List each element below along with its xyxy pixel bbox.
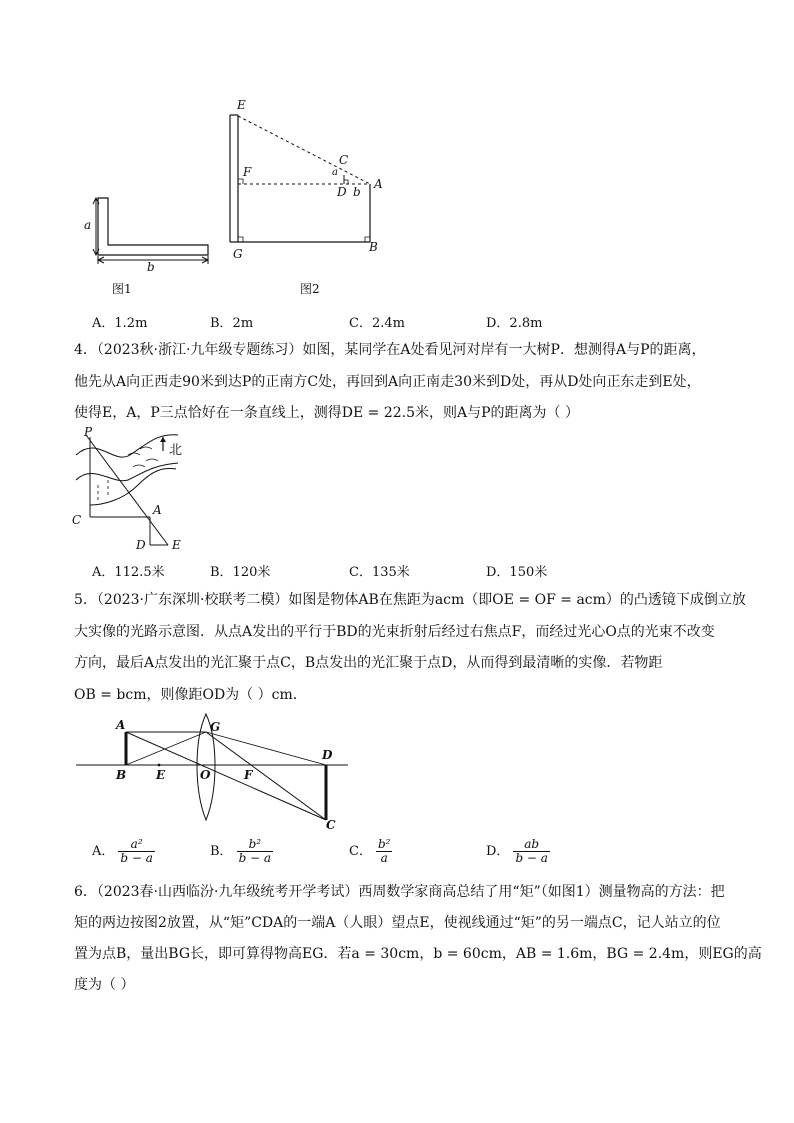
q4-label-A: A: [153, 503, 162, 517]
q5-option-d[interactable]: D． $\frac{ab}{b - a}$: [486, 837, 548, 865]
q4-option-c[interactable]: C．135米: [349, 565, 410, 580]
q5-option-b[interactable]: B． $\frac{\text{b²}}{b - a}$: [210, 837, 272, 865]
q3-fig2-label-a: a: [332, 167, 338, 178]
q3-fig1-label-b: b: [147, 260, 155, 274]
q4-label-D: D: [136, 538, 146, 552]
q5-figure: [76, 710, 356, 835]
q5-label-D: D: [322, 748, 333, 762]
q5-label-F: F: [244, 768, 253, 782]
q4-label-E: E: [172, 538, 181, 552]
q3-fig2-label-G: G: [233, 247, 243, 261]
q3-fig1-label-a: a: [84, 218, 92, 232]
q3-fig2-label-A: A: [374, 177, 383, 191]
q5-label-E: E: [156, 768, 166, 782]
q3-fig2-label-B: B: [369, 240, 378, 254]
q5-label-C: C: [326, 818, 336, 832]
q3-option-a[interactable]: A．1.2m: [92, 316, 148, 331]
q3-fig2-label-E: E: [237, 98, 246, 112]
q3-figure-2: [225, 95, 395, 300]
q3-fig1-svg: [80, 190, 220, 300]
q4-label-P: P: [84, 425, 93, 439]
q5-text-line-3: 方向，最后A点发出的光汇聚于点C，B点发出的光汇聚于点D，从而得到最清晰的实像．若物距: [74, 655, 663, 671]
q4-text-line-3: 使得E，A，P三点恰好在一条直线上，测得DE = 22.5米，则A与P的距离为（ ）: [74, 405, 579, 421]
q3-fig1-caption: 图1: [112, 282, 132, 296]
q6-text-line-4: 度为（ ）: [74, 977, 135, 993]
q6-text-line-1: 6．（2023春·山西临汾·九年级统考开学考试）西周数学家商高总结了用“矩”（如图1）测量物高的方法：把: [74, 884, 725, 900]
q6-text-line-2: 矩的两边按图2放置，从“矩”CDA的一端A（人眼）望点E，使视线通过“矩”的另一端点C，记人站立的位: [74, 915, 721, 931]
q5-text-line-1: 5．（2023·广东深圳·校联考二模）如图是物体AB在焦距为acm（即OE = OF = acm）的凸透镜下成倒立放: [74, 592, 746, 608]
q4-option-b[interactable]: B．120米: [210, 565, 271, 580]
q4-figure: [68, 425, 198, 555]
q4-label-C: C: [72, 513, 82, 527]
q5-text-line-4: OB = bcm，则像距OD为（ ）cm．: [74, 687, 307, 703]
q3-fig2-label-C: C: [339, 153, 349, 167]
q4-label-north: 北: [169, 443, 183, 458]
q5-label-B: B: [116, 768, 127, 782]
q3-fig2-label-F: F: [243, 165, 252, 179]
q3-option-d[interactable]: D．2.8m: [486, 316, 543, 331]
q4-text-line-2: 他先从A向正西走90米到达P的正南方C处，再回到A向正南走30米到D处，再从D处向正东走到E处，: [74, 374, 701, 390]
q6-text-line-3: 置为点B，量出BG长，即可算得物高EG．若a = 30cm，b = 60cm，AB = 1.6m，BG = 2.4m，则EG的高: [74, 946, 762, 962]
q3-figure-1: [80, 190, 220, 300]
q5-option-c[interactable]: C． $\frac{\text{b²}}{a}$: [349, 837, 391, 865]
q3-fig2-svg: [225, 95, 395, 300]
q5-label-O: O: [200, 768, 211, 782]
q5-label-G: G: [210, 720, 221, 734]
q3-fig2-label-b: b: [353, 185, 361, 199]
q3-option-b[interactable]: B．2m: [210, 316, 254, 331]
q3-fig2-caption: 图2: [300, 282, 320, 296]
q5-label-A: A: [116, 718, 126, 732]
q5-option-a[interactable]: A． $\frac{\text{a²}}{b - a}$: [92, 837, 153, 865]
q4-option-d[interactable]: D．150米: [486, 565, 548, 580]
q3-option-c[interactable]: C．2.4m: [349, 316, 405, 331]
q5-text-line-2: 大实像的光路示意图．从点A发出的平行于BD的光束折射后经过右焦点F，而经过光心O点的光束不改变: [74, 624, 715, 640]
q4-option-a[interactable]: A．112.5米: [92, 565, 165, 580]
q3-fig2-label-D: D: [337, 185, 347, 199]
q4-text-line-1: 4．（2023秋·浙江·九年级专题练习）如图，某同学在A处看见河对岸有一大树P．想测得A与P的距离，: [74, 342, 706, 358]
